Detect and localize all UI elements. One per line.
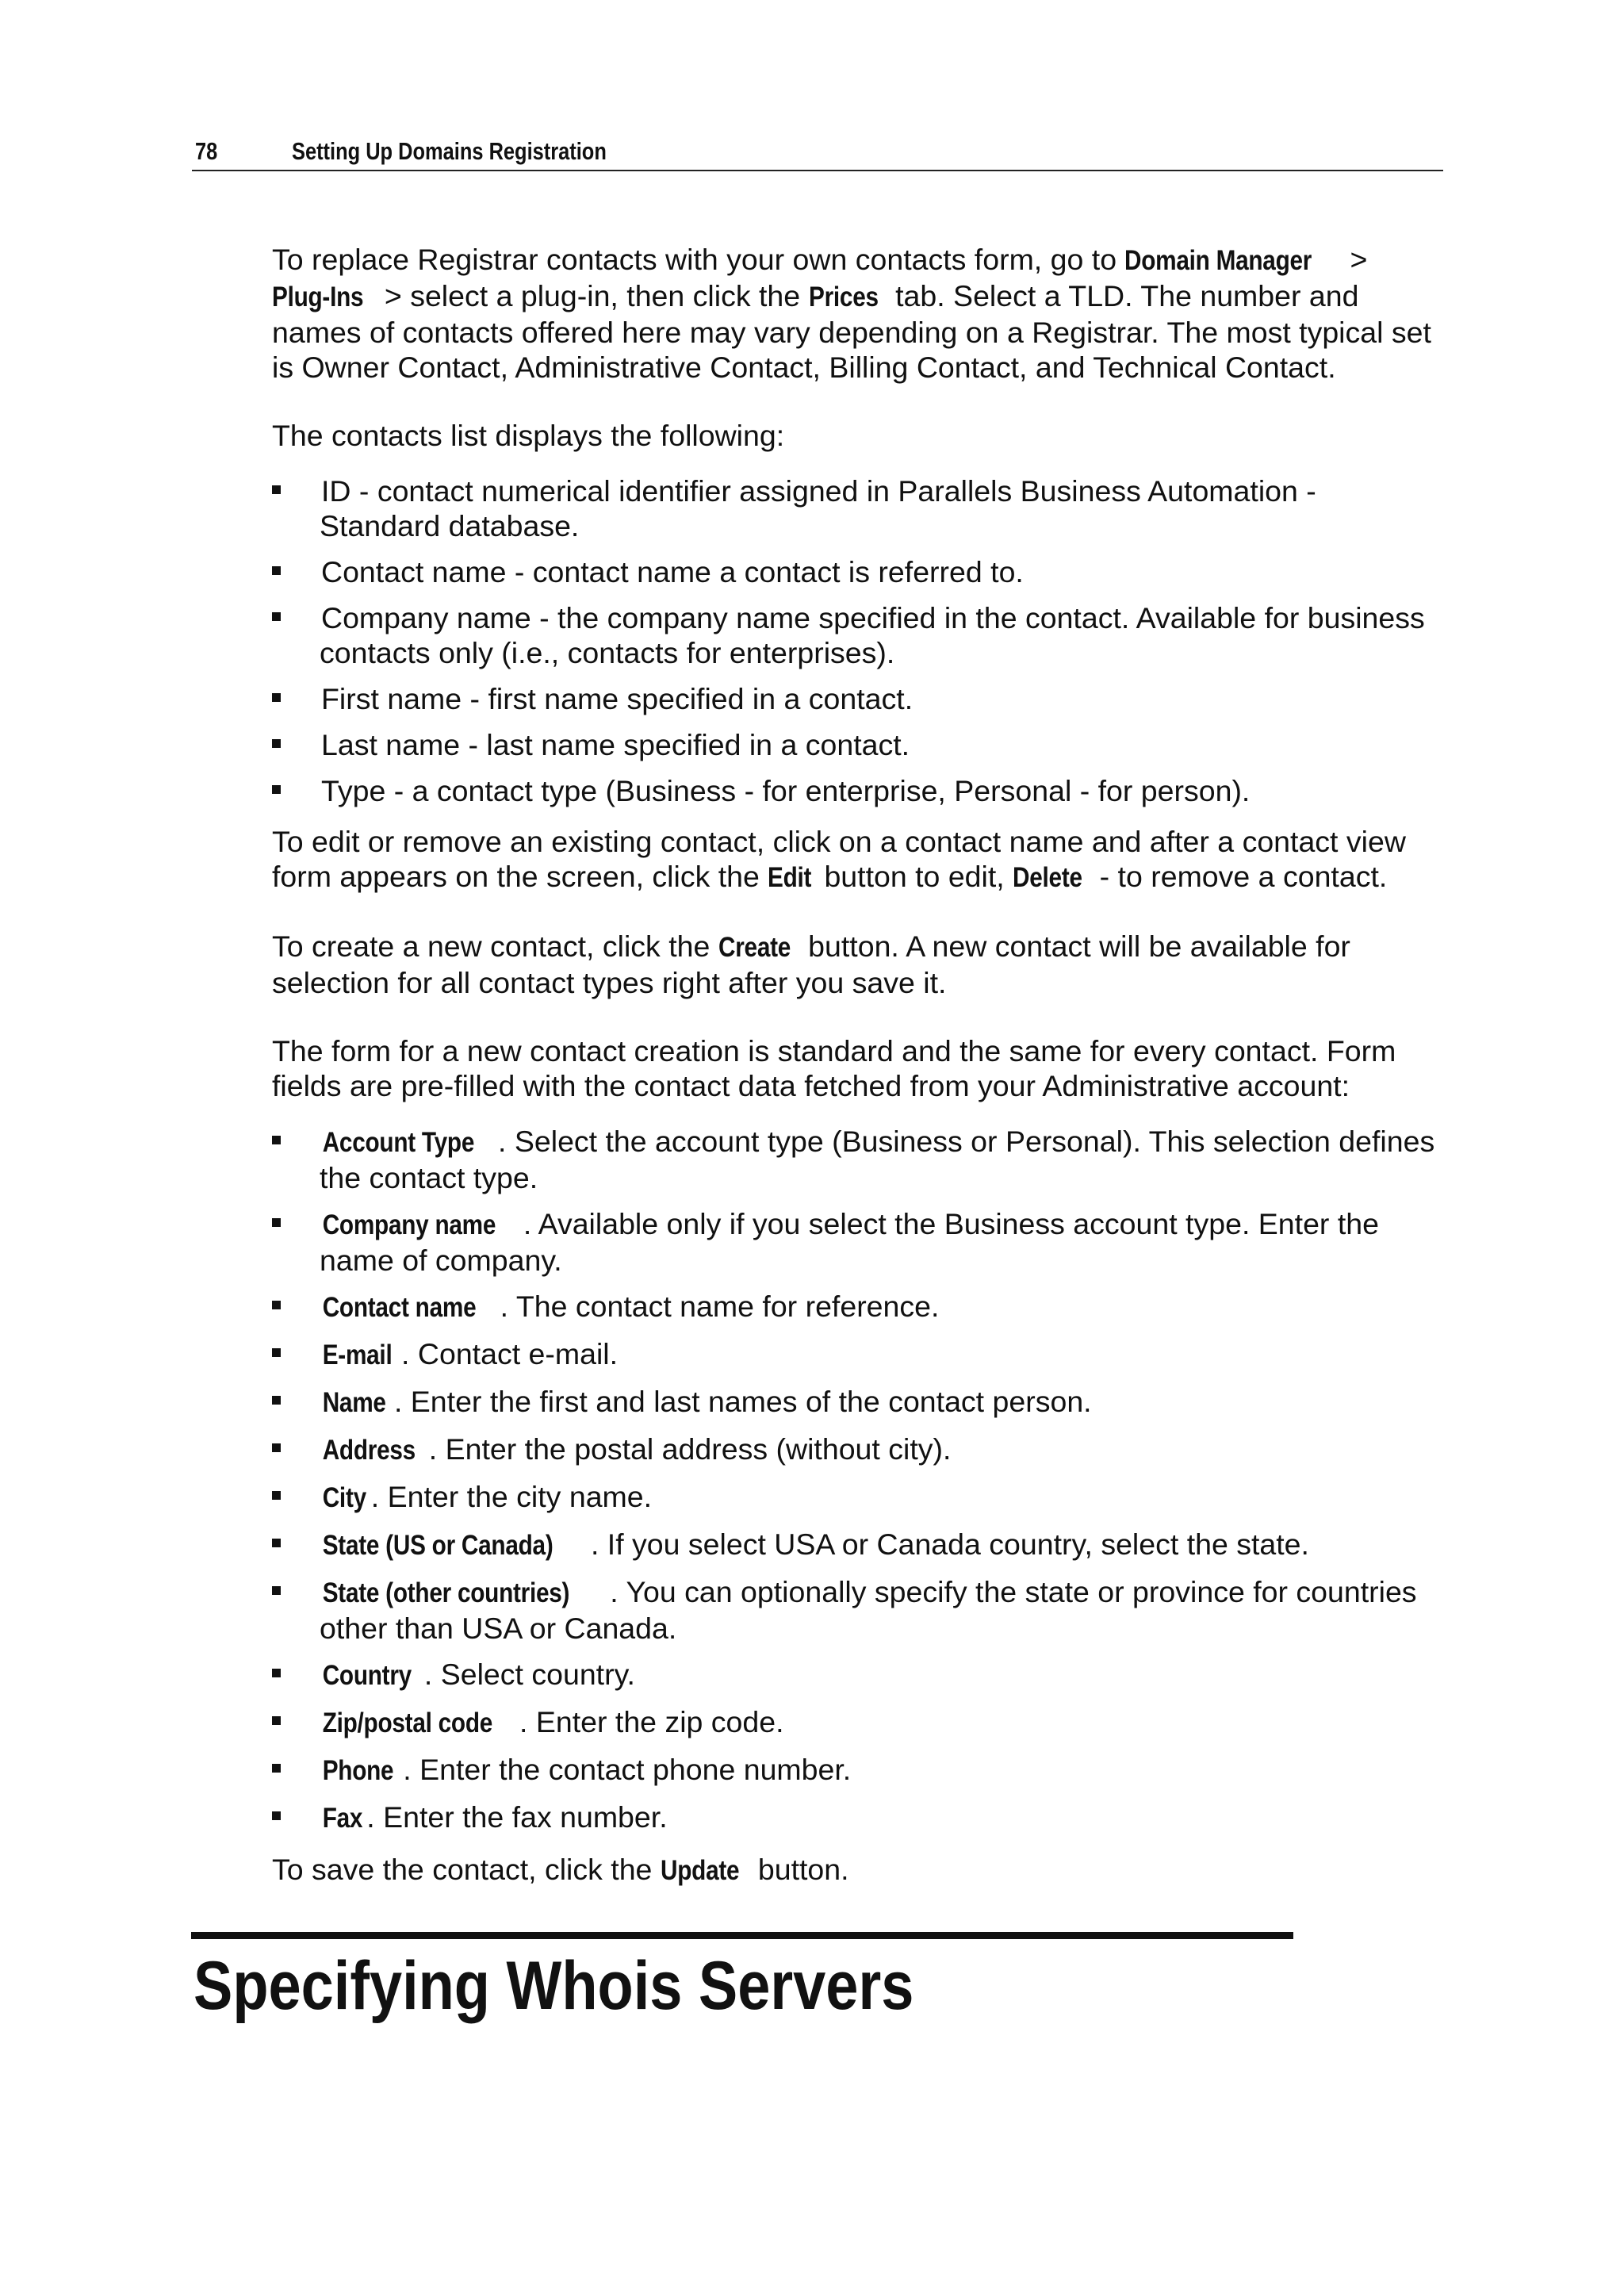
list-item: [272, 1574, 1444, 1646]
bullet-icon: [272, 739, 281, 748]
list-item-text: Type - a contact type (Business - for enterprise, Personal - for person).: [321, 774, 1251, 807]
create-paragraph: [272, 929, 1444, 1000]
list-item: [272, 554, 1444, 589]
field-name: Zip/postal code: [322, 1708, 493, 1738]
intro-text-2: >: [1342, 243, 1368, 276]
bullet-icon: [272, 1396, 281, 1405]
field-description: . Select country.: [423, 1658, 635, 1691]
list-item: [272, 1384, 1444, 1420]
list-item: [272, 1657, 1444, 1693]
list-item: [272, 1432, 1444, 1468]
field-description: . Select the account type (Business or Personal). This selection defines the contact type.: [320, 1125, 1435, 1194]
field-description: . Available only if you select the Business account type. Enter the name of company.: [320, 1207, 1379, 1277]
field-name: State (US or Canada): [322, 1530, 553, 1561]
domain-manager-label: Domain Manager: [1124, 245, 1312, 276]
field-description: . The contact name for reference.: [500, 1290, 940, 1323]
delete-button-label: Delete: [1013, 862, 1082, 893]
field-name: E-mail: [322, 1340, 393, 1370]
intro-paragraph: [272, 242, 1444, 385]
field-name: State (other countries): [322, 1577, 570, 1608]
list-item-text: ID - contact numerical identifier assigned in Parallels Business Automation - Standard database.: [320, 474, 1316, 542]
update-button-label: Update: [660, 1855, 740, 1886]
field-description: . Enter the city name.: [370, 1480, 653, 1513]
list-item: [272, 1289, 1444, 1325]
field-name: Phone: [322, 1755, 394, 1786]
list-item: [272, 1336, 1444, 1373]
field-description: . Enter the postal address (without city).: [428, 1432, 952, 1466]
create-button-label: Create: [718, 932, 791, 963]
field-name: Account Type: [322, 1127, 475, 1158]
bullet-icon: [272, 1669, 281, 1677]
list-item: [272, 1124, 1444, 1195]
intro-text-3: > select a plug-in, then click the: [376, 279, 809, 312]
field-description: . You can optionally specify the state or province for countries other than USA or Canada.: [320, 1575, 1417, 1645]
intro-text-4: tab. Select a TLD. The number and names of contacts offered here may vary depending on a Registrar. The most typical set is Owner Contact, Administrative Contact, Billing Contact, and Technical Contact.: [272, 279, 1431, 384]
bullet-icon: [272, 1811, 281, 1820]
bullet-icon: [272, 1218, 281, 1227]
list-item: [272, 1752, 1444, 1788]
page-content: [272, 242, 1444, 1922]
list-item: [272, 1479, 1444, 1516]
edit-button-label: Edit: [768, 862, 812, 893]
list-item: [272, 1800, 1444, 1836]
create-text-2: button. A new contact will be available for selection for all contact types right after you save it.: [272, 930, 1350, 999]
bullet-icon: [272, 612, 281, 621]
bullet-icon: [272, 1348, 281, 1357]
form-fields-list: [272, 1124, 1444, 1836]
save-paragraph: [272, 1852, 1444, 1888]
create-text-1: To create a new contact, click the: [272, 930, 718, 963]
field-name: Company name: [322, 1209, 496, 1240]
edit-text-1: To edit or remove an existing contact, click on a contact name and after a contact view form appears on the screen, click the: [272, 825, 1406, 893]
running-title: Setting Up Domains Registration: [292, 137, 607, 165]
page-number: 78: [195, 137, 218, 165]
list-item: [272, 1206, 1444, 1278]
bullet-icon: [272, 1491, 281, 1500]
section-heading: Specifying Whois Servers: [193, 1948, 914, 2024]
edit-text-2: button to edit,: [816, 860, 1013, 893]
field-description: . Enter the contact phone number.: [403, 1753, 852, 1786]
list-item-text: Last name - last name specified in a contact.: [321, 728, 910, 761]
list-item: [272, 473, 1444, 543]
bullet-icon: [272, 1716, 281, 1725]
bullet-icon: [272, 1136, 281, 1144]
field-name: Name: [322, 1387, 386, 1418]
list-item-text: First name - first name specified in a contact.: [321, 682, 914, 715]
bullet-icon: [272, 785, 281, 794]
field-description: . If you select USA or Canada country, select the state.: [590, 1527, 1309, 1561]
field-name: City: [322, 1482, 366, 1513]
list-item: [272, 1704, 1444, 1741]
field-description: . Enter the first and last names of the contact person.: [393, 1385, 1092, 1418]
plug-ins-label: Plug-Ins: [272, 282, 364, 312]
list-item-text: Company name - the company name specified in the contact. Available for business contacts only (i.e., contacts for enterprises).: [320, 601, 1425, 669]
list-item: [272, 1527, 1444, 1563]
bullet-icon: [272, 693, 281, 702]
list-item: [272, 681, 1444, 716]
field-name: Fax: [322, 1803, 363, 1834]
list-item: [272, 600, 1444, 670]
contacts-list: [272, 473, 1444, 808]
edit-paragraph: [272, 824, 1444, 895]
section-divider: [191, 1932, 1293, 1939]
list-item-text: Contact name - contact name a contact is referred to.: [321, 555, 1024, 588]
bullet-icon: [272, 1539, 281, 1547]
form-paragraph: The form for a new contact creation is standard and the same for every contact. Form fields are pre-filled with the contact data fetched from your Administrative account:: [272, 1034, 1396, 1102]
list-item: [272, 727, 1444, 762]
bullet-icon: [272, 485, 281, 494]
list-item: [272, 773, 1444, 808]
field-name: Contact name: [322, 1292, 477, 1323]
bullet-icon: [272, 1586, 281, 1595]
field-name: Country: [322, 1660, 412, 1691]
contacts-list-intro: The contacts list displays the following:: [272, 419, 785, 452]
field-description: . Contact e-mail.: [401, 1337, 619, 1370]
field-name: Address: [322, 1435, 416, 1466]
page-header: [192, 135, 1443, 171]
field-description: . Enter the fax number.: [366, 1800, 668, 1834]
bullet-icon: [272, 566, 281, 575]
save-text-1: To save the contact, click the: [272, 1853, 661, 1886]
bullet-icon: [272, 1764, 281, 1773]
save-text-2: button.: [749, 1853, 849, 1886]
edit-text-3: - to remove a contact.: [1091, 860, 1388, 893]
prices-label: Prices: [808, 282, 879, 312]
intro-text-1: To replace Registrar contacts with your own contacts form, go to: [272, 243, 1125, 276]
field-description: . Enter the zip code.: [519, 1705, 784, 1738]
bullet-icon: [272, 1301, 281, 1309]
bullet-icon: [272, 1443, 281, 1452]
